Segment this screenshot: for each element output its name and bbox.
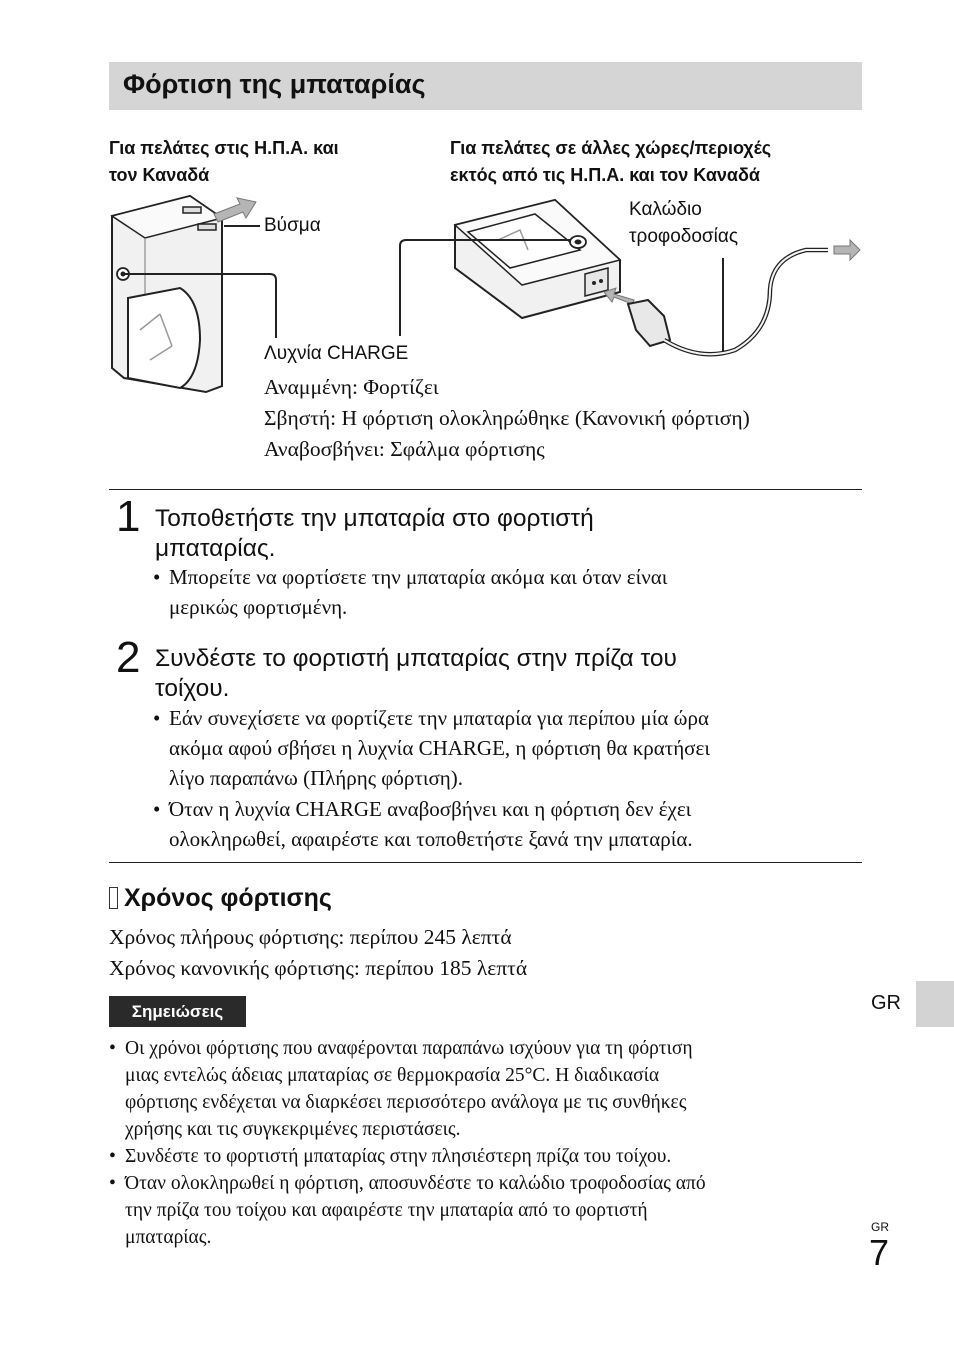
- step-2-line-2: τοίχου.: [155, 675, 230, 702]
- note-line: χρήσης και τις συγκεκριμένες περιστάσεις.: [125, 1119, 461, 1140]
- bullet-dot: •: [109, 1173, 116, 1194]
- step-1-line-1: Τοποθετήστε την μπαταρία στο φορτιστή: [155, 505, 594, 532]
- note-line: την πρίζα του τοίχου και αφαιρέστε την μπαταρία από το φορτιστή: [125, 1200, 648, 1221]
- square-bullet-icon: [109, 887, 118, 909]
- bullet-dot: •: [109, 1146, 116, 1167]
- charging-time-values: [109, 922, 527, 984]
- language-tab-label: GR: [871, 992, 901, 1014]
- bullet-line: Μπορείτε να φορτίσετε την μπαταρία ακόμα και όταν είναι: [169, 565, 668, 589]
- bullet-line: ολοκληρωθεί, αφαιρέστε και τοποθετήστε ξανά την μπαταρία.: [169, 827, 693, 851]
- note-line: Συνδέστε το φορτιστή μπαταρίας στην πλησιέστερη πρίζα του τοίχου.: [125, 1146, 672, 1167]
- divider-bottom: [109, 862, 862, 863]
- bullet-dot: •: [153, 565, 161, 589]
- step-2-bullet-2: [153, 794, 858, 854]
- charge-lamp-label: Λυχνία CHARGE: [264, 343, 409, 364]
- note-2: [109, 1143, 864, 1170]
- section-title: Φόρτιση της μπαταρίας: [123, 69, 426, 99]
- charging-time-heading-text: Χρόνος φόρτισης: [124, 884, 332, 912]
- note-line: φόρτισης ενδέχεται να διαρκέσει περισσότερο ανάλογα με τις συνθήκες: [125, 1092, 687, 1113]
- step-1-line-2: μπαταρίας.: [155, 535, 276, 562]
- step-1-bullet-1: [153, 562, 853, 622]
- bullet-line: μερικώς φορτισμένη.: [169, 595, 348, 619]
- note-line: Όταν ολοκληρωθεί η φόρτιση, αποσυνδέστε το καλώδιο τροφοδοσίας από: [125, 1173, 706, 1194]
- usa-label-line-2: τον Καναδά: [109, 165, 210, 185]
- bullet-line: Όταν η λυχνία CHARGE αναβοσβήνει και η φόρτιση δεν έχει: [169, 797, 692, 821]
- bullet-line: λίγο παραπάνω (Πλήρης φόρτιση).: [169, 766, 464, 790]
- status-blink: Αναβοσβήνει: Σφάλμα φόρτισης: [264, 437, 545, 461]
- bullet-line: ακόμα αφού σβήσει η λυχνία CHARGE, η φόρτιση θα κρατήσει: [169, 736, 710, 760]
- charging-time-heading: [109, 884, 332, 913]
- status-off: Σβηστή: Η φόρτιση ολοκληρώθηκε (Κανονική φόρτιση): [264, 406, 750, 430]
- page-number: 7: [869, 1232, 890, 1273]
- other-label-line-1: Για πελάτες σε άλλες χώρες/περιοχές: [450, 138, 772, 158]
- charge-lamp-status: [264, 372, 750, 465]
- power-cord-label: [629, 196, 738, 250]
- usa-label-line-1: Για πελάτες στις Η.Π.Α. και: [109, 138, 339, 158]
- step-2-number: 2: [116, 633, 141, 682]
- full-charge-time: Χρόνος πλήρους φόρτισης: περίπου 245 λεπτά: [109, 925, 512, 949]
- step-1-text: [155, 504, 594, 564]
- bullet-dot: •: [109, 1038, 116, 1059]
- note-line: μιας εντελώς άδειας μπαταρίας σε θερμοκρασία 25°C. Η διαδικασία: [125, 1065, 660, 1086]
- page-language-code: GR: [871, 1220, 889, 1234]
- notes-badge: Σημειώσεις: [109, 996, 246, 1027]
- normal-charge-time: Χρόνος κανονικής φόρτισης: περίπου 185 λεπτά: [109, 956, 528, 980]
- language-side-tab: [916, 981, 954, 1027]
- step-2-bullet-1: [153, 703, 858, 793]
- plug-label: Βύσμα: [264, 215, 321, 236]
- status-on: Αναμμένη: Φορτίζει: [264, 375, 439, 399]
- power-cord-label-line-1: Καλώδιο: [629, 199, 702, 220]
- step-2-text: [155, 644, 677, 704]
- bullet-dot: •: [153, 706, 161, 730]
- charger-illustration: [0, 0, 954, 400]
- divider-top: [109, 489, 862, 490]
- other-label-line-2: εκτός από τις Η.Π.Α. και τον Καναδά: [450, 165, 760, 185]
- step-1-number: 1: [116, 492, 141, 541]
- step-2-line-1: Συνδέστε το φορτιστή μπαταρίας στην πρίζα του: [155, 645, 677, 672]
- note-1: [109, 1035, 864, 1143]
- note-3: [109, 1170, 864, 1251]
- bullet-line: Εάν συνεχίσετε να φορτίζετε την μπαταρία για περίπου μία ώρα: [169, 706, 709, 730]
- note-line: μπαταρίας.: [125, 1227, 212, 1248]
- bullet-dot: •: [153, 797, 161, 821]
- power-cord-label-line-2: τροφοδοσίας: [629, 226, 738, 247]
- note-line: Οι χρόνοι φόρτισης που αναφέρονται παραπάνω ισχύουν για τη φόρτιση: [125, 1038, 693, 1059]
